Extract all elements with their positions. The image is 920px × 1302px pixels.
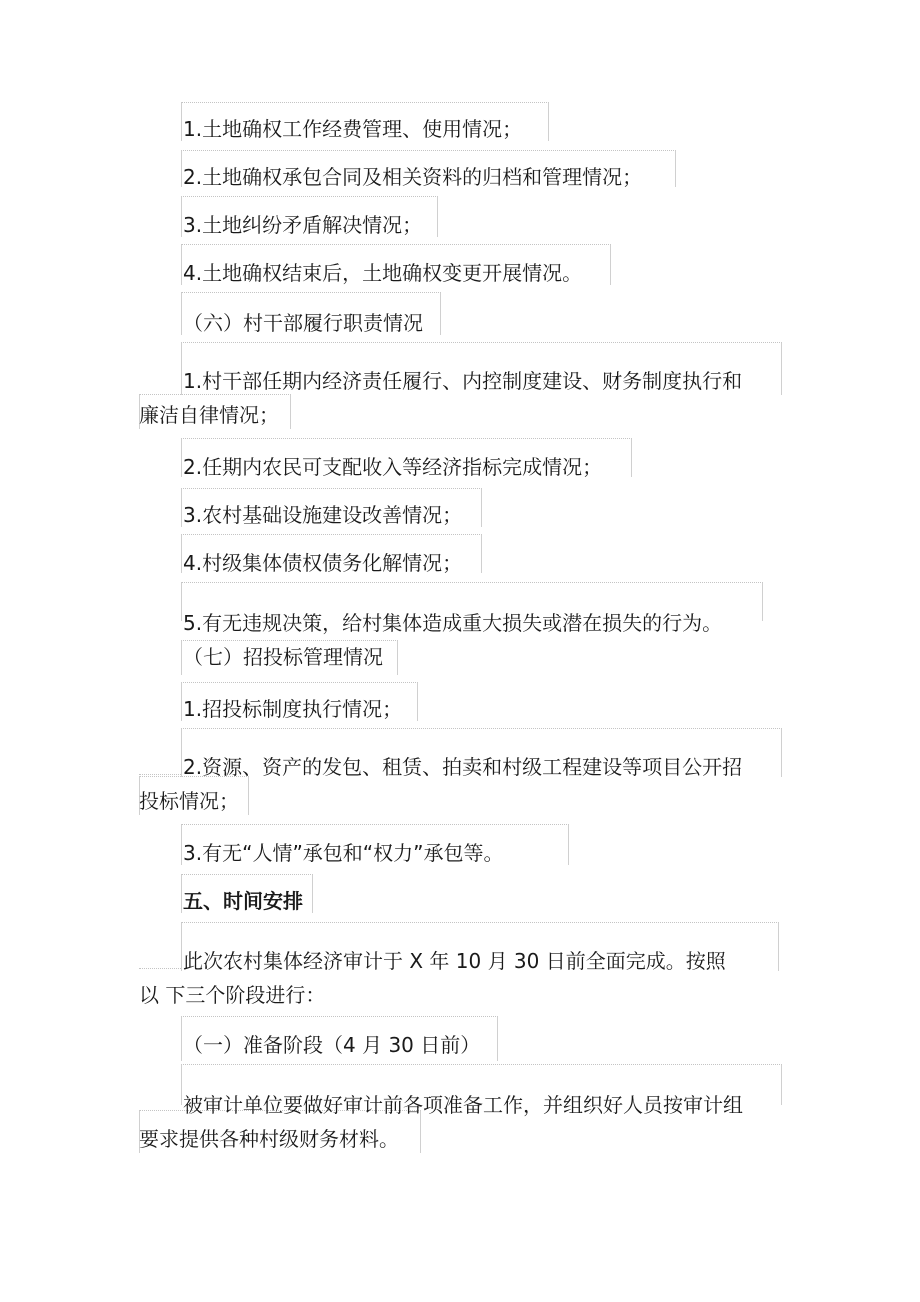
land-item-3: 3.土地纠纷矛盾解决情况；: [183, 213, 423, 237]
section6-item-2: 2.任期内农民可支配收入等经济指标完成情况；: [183, 455, 603, 479]
part5-title: 五、时间安排: [183, 889, 303, 913]
phase1-title: （一）准备阶段（4 月 30 日前）: [183, 1033, 481, 1057]
section6-item-4: 4.村级集体债权债务化解情况；: [183, 551, 463, 575]
section6-item-1-line1: 1.村干部任期内经济责任履行、内控制度建设、财务制度执行和: [183, 369, 743, 393]
section6-item-3: 3.农村基础设施建设改善情况；: [183, 503, 463, 527]
land-item-1: 1.土地确权工作经费管理、使用情况；: [183, 117, 523, 141]
section7-item-1: 1.招投标制度执行情况；: [183, 697, 403, 721]
section7-item-3: 3.有无“人情”承包和“权力”承包等。: [183, 841, 504, 865]
part5-intro-line2: 以 下三个阶段进行：: [139, 983, 326, 1007]
land-item-4: 4.土地确权结束后，土地确权变更开展情况。: [183, 261, 583, 285]
section6-title: （六）村干部履行职责情况: [183, 311, 423, 335]
section7-item-2-line2: 投标情况；: [139, 789, 239, 813]
section7-title: （七）招投标管理情况: [183, 645, 383, 669]
section6-item-1-line2: 廉洁自律情况；: [139, 403, 279, 427]
section6-item-5: 5.有无违规决策，给村集体造成重大损失或潜在损失的行为。: [183, 611, 723, 635]
section7-item-2-line1: 2.资源、资产的发包、租赁、拍卖和村级工程建设等项目公开招: [183, 755, 743, 779]
phase1-text-line2: 要求提供各种村级财务材料。: [139, 1127, 399, 1151]
phase1-text-line1: 被审计单位要做好审计前各项准备工作，并组织好人员按审计组: [183, 1093, 743, 1117]
part5-intro-line1: 此次农村集体经济审计于 X 年 10 月 30 日前全面完成。按照: [183, 949, 726, 973]
land-item-2: 2.土地确权承包合同及相关资料的归档和管理情况；: [183, 165, 643, 189]
